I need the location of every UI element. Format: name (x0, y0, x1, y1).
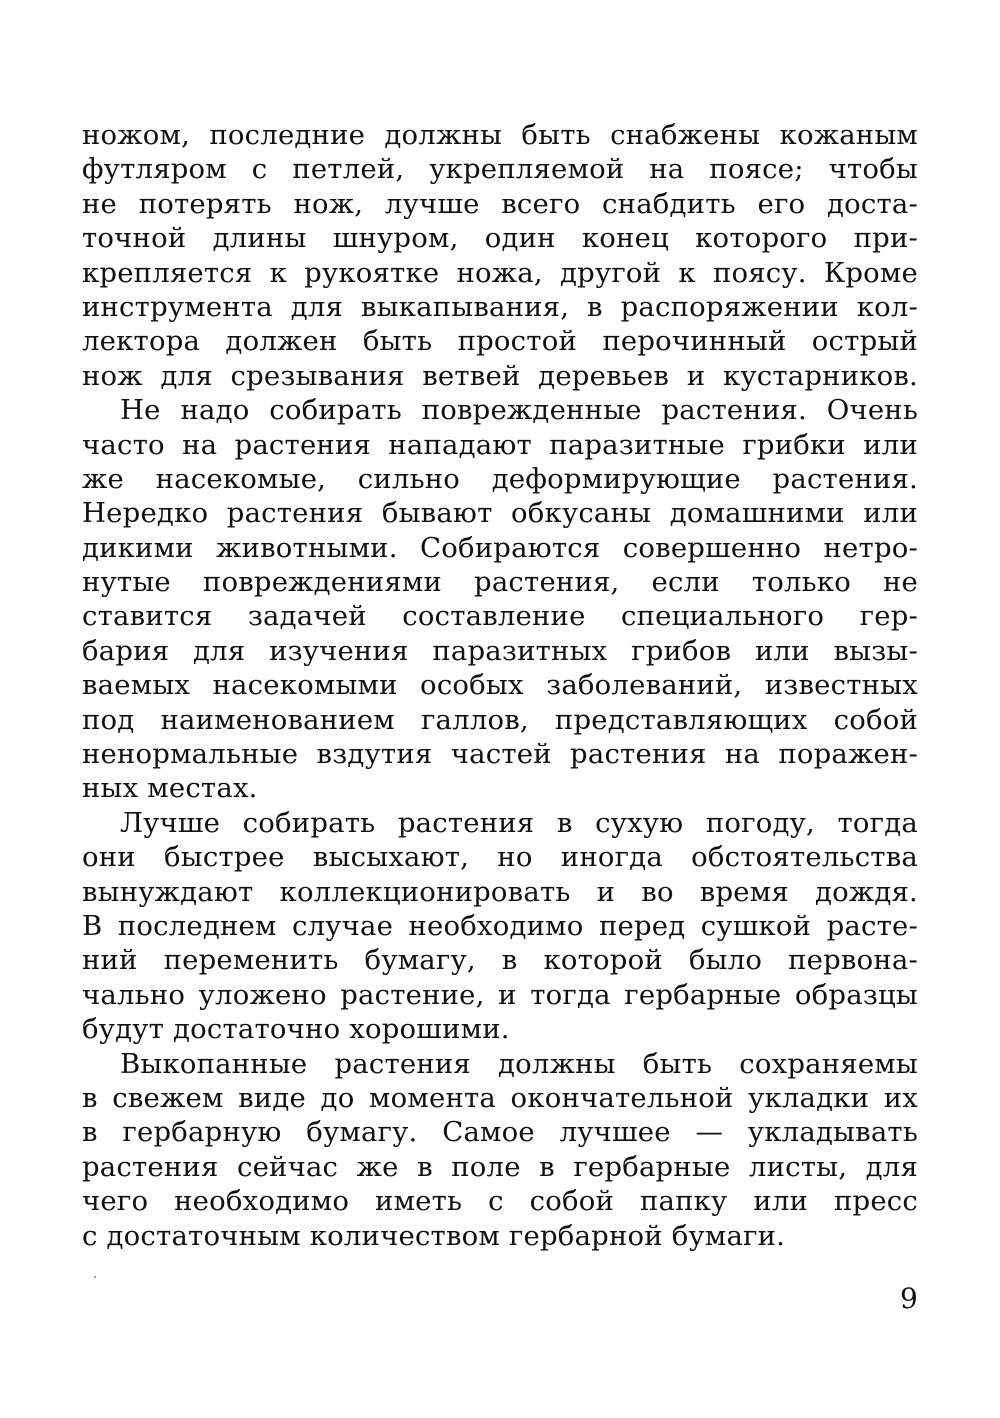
page-number: 9 (900, 1282, 918, 1315)
text-line: они быстрее высыхают, но иногда обстоятельства (82, 841, 918, 874)
text-line: Выкопанные растения должны быть сохраняемы (120, 1047, 918, 1080)
text-line: вынуждают коллекционировать и во время дождя. (82, 875, 918, 908)
text-line: чего необходимо иметь с собой папку или пресс (82, 1185, 918, 1218)
paragraph-3 (82, 806, 918, 1047)
text-line: в свежем виде до момента окончательной укладки их (82, 1081, 918, 1114)
text-line: часто на растения нападают паразитные грибки или (82, 428, 918, 461)
text-line: ний переменить бумагу, в которой было первона- (82, 944, 918, 977)
paragraph-1 (82, 118, 918, 393)
text-line: Не надо собирать поврежденные растения. Очень (120, 394, 918, 427)
text-line: растения сейчас же в поле в гербарные листы, для (82, 1150, 918, 1183)
text-line: ставится задачей составление специального гер- (82, 600, 918, 633)
text-line: ножом, последние должны быть снабжены кожаным (82, 119, 918, 151)
text-line: В последнем случае необходимо перед сушкой расте- (82, 909, 918, 942)
text-line: под наименованием галлов, представляющих собой (82, 703, 918, 736)
text-line: ных местах. (82, 772, 258, 805)
text-line: крепляется к рукоятке ножа, другой к поясу. Кроме (82, 256, 918, 289)
text-line: с достаточным количеством гербарной бумаги. (82, 1219, 786, 1252)
text-line: лектора должен быть простой перочинный острый (82, 325, 918, 358)
text-line: ваемых насекомыми особых заболеваний, известных (82, 669, 918, 702)
text-line: инструмента для выкапывания, в распоряжении кол- (82, 290, 918, 323)
page-body (82, 118, 918, 1253)
text-line: в гербарную бумагу. Самое лучшее — укладывать (82, 1116, 918, 1149)
text-line: точной длины шнуром, один конец которого при- (82, 222, 918, 255)
text-line: Нередко растения бывают обкусаны домашними или (82, 497, 918, 530)
text-line: бария для изучения паразитных грибов или вызы- (82, 634, 918, 667)
text-line: нутые повреждениями растения, если только не (82, 566, 918, 599)
text-line: не потерять нож, лучше всего снабдить его доста- (82, 187, 918, 220)
text-line: будут достаточно хорошими. (82, 1013, 510, 1046)
text-line: футляром с петлей, укрепляемой на поясе; чтобы (82, 153, 918, 186)
paragraph-2 (82, 393, 918, 806)
text-line: же насекомые, сильно деформирующие растения. (82, 462, 918, 495)
text-line: нож для срезывания ветвей деревьев и кустарников. (82, 359, 918, 392)
paragraph-4 (82, 1047, 918, 1253)
text-line: дикими животными. Собираются совершенно нетро- (82, 531, 918, 564)
text-line: Лучше собирать растения в сухую погоду, тогда (120, 806, 918, 839)
text-line: чально уложено растение, и тогда гербарные образцы (82, 978, 918, 1011)
print-speck (94, 1276, 96, 1278)
text-line: ненормальные вздутия частей растения на поражен- (82, 738, 918, 771)
